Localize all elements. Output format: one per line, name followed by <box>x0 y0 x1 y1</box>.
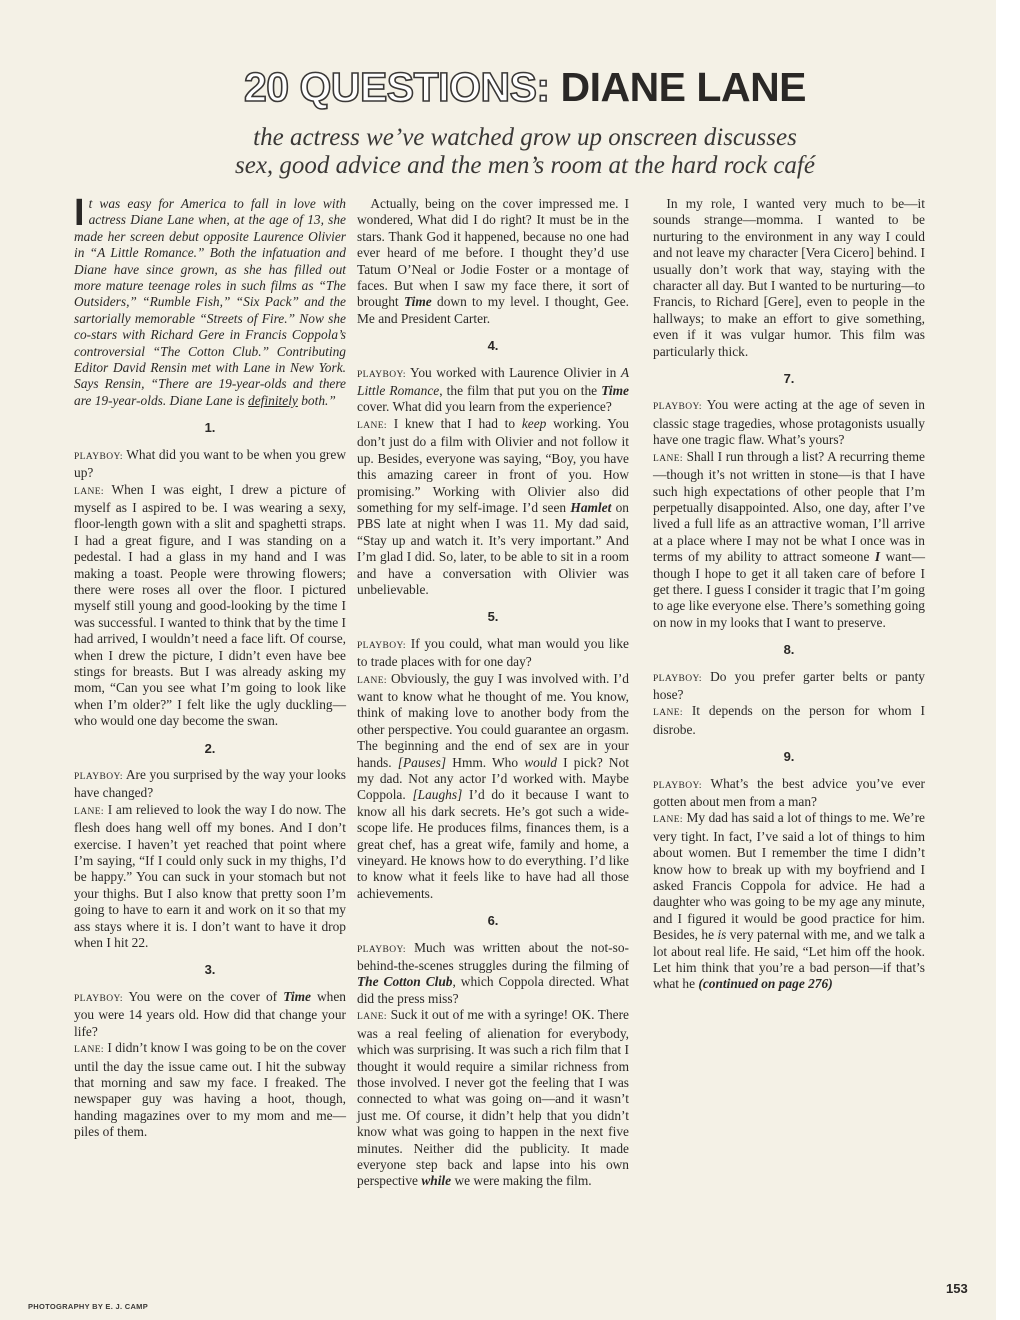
question-2 <box>74 767 346 802</box>
question-6 <box>357 940 629 1008</box>
answer-3-cont <box>357 196 629 327</box>
answer-6-para-2 <box>653 196 925 360</box>
speaker-lane: LANE: <box>74 1045 104 1056</box>
question-1 <box>74 447 346 482</box>
answer-text: Obviously, the guy I was involved with. I’d want to know what he thought of me. You know, think of making love to another body from the other perspective. You could guarantee an orgasm. The beginning and the end of sex are in your hands. <box>357 670 629 770</box>
speaker-playboy: PLAYBOY: <box>357 944 406 955</box>
answer-text: Suck it out of me with a syringe! OK. There was a real feeling of alienation for everybody, which was surprising. It was such a rich film that I thought it would require a similar richness from those involved. I never got the feeling that I was connected to what was going on—and it wasn’t just me. Of course, it didn’t help that you didn’t know what was going to happen in the next five minutes. Neither did the publicity. It made everyone step back and lapse into his own perspective <box>357 1007 629 1189</box>
speaker-playboy: PLAYBOY: <box>653 402 702 413</box>
question-number-1: 1. <box>204 420 216 436</box>
answer-text-mid-2: I pick? Not my dad. Not any actor I’d worked with. Maybe Coppola. <box>357 754 630 803</box>
question-number-6: 6. <box>487 913 499 929</box>
answer-1 <box>74 482 346 730</box>
column-1 <box>74 192 347 1141</box>
answer-text: I knew that I had to <box>393 415 522 431</box>
question-7 <box>653 397 925 448</box>
speaker-lane: LANE: <box>357 420 387 431</box>
intro-emphasis: definitely <box>248 392 298 408</box>
question-text-end: , which Coppola directed. What did the press miss? <box>357 974 629 1006</box>
answer-text: My dad has said a lot of things to me. We’re very tight. In fact, I’ve said a lot of things to him about women. But I remember the time I didn’t know how to break up with my boyfriend and I asked Francis Coppola for advice. He had a daughter who was going to be my age any minute, and I figured it would be good practice for him. Besides, he <box>653 810 925 943</box>
intro-paragraph <box>74 192 346 409</box>
question-number-7: 7. <box>783 371 795 387</box>
title-prefix: 20 QUESTIONS: <box>243 64 561 110</box>
answer-9 <box>653 810 925 992</box>
continued-note: (continued on page 276) <box>698 976 833 992</box>
question-text: Much was written about the not-so-behind-the-scenes struggles during the filming of <box>357 939 629 974</box>
question-number-9: 9. <box>783 749 795 765</box>
question-text-end: cover. What did you learn from the experience? <box>357 399 612 415</box>
speaker-playboy: PLAYBOY: <box>74 772 123 782</box>
answer-text-end: on PBS late at night when I was 11. My dad said, “Stay up and watch it. It’s very important.” And I’m glad I did. So, later, to be able to sit in a room and have a conversation with Olivier was unbelievable. <box>357 499 629 597</box>
answer-text-mid: Hmm. Who <box>446 754 525 770</box>
question-title-ref: Time <box>283 988 311 1004</box>
answer-text: I didn’t know I was going to be on the cover until the day the issue came out. I hit the subway that morning and saw my face. I freaked. The newspaper guy was having a hoot, though, handing magazines over to my mom and me—piles of them. <box>74 1040 346 1140</box>
speaker-lane: LANE: <box>653 815 683 826</box>
answer-5 <box>357 671 629 903</box>
answer-text-end: very paternal with me, and we talk a lot about real life. He said, “Let him off the hook. Let him think that you’re a bad person—if that’s what he <box>653 927 925 992</box>
speaker-lane: LANE: <box>357 675 387 686</box>
speaker-playboy: PLAYBOY: <box>74 451 123 462</box>
question-text: If you could, what man would you like to trade places with for one day? <box>357 635 629 670</box>
question-number-2: 2. <box>204 740 216 756</box>
answer-3 <box>74 1040 346 1140</box>
answer-8 <box>653 703 925 738</box>
answer-emphasis: would <box>524 754 557 770</box>
answer-6 <box>357 1007 629 1189</box>
question-8 <box>653 669 925 704</box>
column-3 <box>653 196 925 993</box>
question-number-4: 4. <box>487 338 499 354</box>
speaker-lane: LANE: <box>74 486 104 497</box>
speaker-playboy: PLAYBOY: <box>653 780 702 791</box>
speaker-playboy: PLAYBOY: <box>653 673 702 684</box>
speaker-playboy: PLAYBOY: <box>357 369 406 380</box>
subtitle-line-2: sex, good advice and the men’s room at the hard rock café <box>235 152 815 179</box>
stage-direction: [Pauses] <box>397 754 447 770</box>
question-text: What did you want to be when you grew up? <box>74 446 346 481</box>
answer-text: Shall I run through a list? A recurring theme—though it’s not written in stone—is that I have such high expectations of other people that I’m perpetually disappointed. Also, one day, after I’ve lived a full life as an attractive woman, I’ll arrive at a place where I may not be what I once was in terms of my ability to attract someone <box>653 448 925 565</box>
speaker-lane: LANE: <box>357 1012 387 1023</box>
speaker-lane: LANE: <box>74 806 104 817</box>
answer-title-ref: Time <box>403 294 432 310</box>
intro-text: t was easy for America to fall in love with actress Diane Lane when, at the age of 13, she made her screen debut opposite Laurence Olivier in “A Little Romance.” Both the infatuation and Diane have since grown, as she has filled out more mature teenage roles in such films as “The Outsiders,” “Rumble Fish,” “Six Pack” and the sartorially memorable “Streets of Fire.” Now she co-stars with Richard Gere in Francis Coppola’s controversial “The Cotton Club.” Contributing Editor David Rensin met with Lane in New York. Says Rensin, “There are 19-year-olds and there are 19-year-olds. Diane Lane is <box>74 196 346 408</box>
question-text-mid: , the film that put you on the <box>439 383 602 399</box>
question-film-ref: The Cotton Club <box>357 974 453 990</box>
question-text: Are you surprised by the way your looks have changed? <box>74 767 346 801</box>
speaker-playboy: PLAYBOY: <box>357 640 406 651</box>
answer-text: Actually, being on the cover impressed me. I wondered, What did I do right? It must be in the stars. Thank God it happened, because no one had ever heard of me before. I thought they’d use Tatum O’Neal or Jodie Foster or a montage of faces. But when I saw my face there, it sort of brought <box>357 196 629 310</box>
question-number-8: 8. <box>783 642 795 658</box>
drop-cap: I <box>74 192 85 234</box>
answer-emphasis: while <box>421 1173 452 1189</box>
answer-emphasis: I <box>874 549 881 565</box>
answer-2 <box>74 802 346 952</box>
answer-4 <box>357 416 629 598</box>
answer-text: In my role, I wanted very much to be—it sounds strange—momma. I wanted to be nurturing to the environment in any way I could and not leave my character [Vera Cicero] behind. I usually don’t work that way, staying with the character all day. But I wanted to be nurturing—to Francis, to Richard [Gere], even to people in the hallways; to make an effort to give something, even if it was vulgar humor. This film was particularly thick. <box>653 196 925 359</box>
article-subtitle <box>100 124 950 180</box>
answer-text: I am relieved to look the way I do now. The flesh does hang well off my bones. And I don’t exercise. I haven’t yet reached that point where I’m saying, “If I could only suck in my thighs, I’d be happy.” You can suck in your stomach but not your thighs. But I also know that pretty soon I’m going to have to earn it and work on it so that my ass stays where it is. I don’t want to have it drop when I hit 22. <box>74 801 346 951</box>
question-number-3: 3. <box>204 962 216 978</box>
answer-text-end: down to my level. I thought, Gee. Me and President Carter. <box>357 294 629 326</box>
article-title <box>60 64 990 111</box>
answer-emphasis: keep <box>521 415 547 431</box>
question-9 <box>653 776 925 811</box>
column-2 <box>357 196 629 1190</box>
photo-credit: PHOTOGRAPHY BY E. J. CAMP <box>28 1302 149 1311</box>
stage-direction-2: [Laughs] <box>412 787 463 803</box>
question-3 <box>74 989 346 1040</box>
title-name: DIANE LANE <box>560 64 807 110</box>
question-film-ref: A Little Romance <box>357 364 630 399</box>
answer-7 <box>653 449 925 631</box>
subtitle-line-1: the actress we’ve watched grow up onscreen discusses <box>253 124 797 151</box>
answer-text-end: want—though I hope to get it all taken care of before I get there. I guess I consider it tragic that I’m going to age like everyone else. There’s something going on now in my looks that I want to preserve. <box>653 549 925 630</box>
question-text: Do you prefer garter belts or panty hose? <box>653 668 925 702</box>
speaker-lane: LANE: <box>653 453 683 464</box>
speaker-lane: LANE: <box>653 708 683 719</box>
page-number: 153 <box>946 1281 968 1296</box>
speaker-playboy: PLAYBOY: <box>74 993 123 1004</box>
answer-emphasis: is <box>717 927 727 943</box>
question-text: You were acting at the age of seven in classic stage tragedies, whose protagonists usually have one tragic flaw. What’s yours? <box>653 397 925 448</box>
page-margin-edge <box>996 0 1020 1320</box>
question-text-end: when you were 14 years old. How did that change your life? <box>74 988 347 1039</box>
question-5 <box>357 636 629 671</box>
question-title-ref: Time <box>601 383 629 399</box>
question-4 <box>357 365 629 416</box>
question-text: You worked with Laurence Olivier in <box>409 364 621 380</box>
answer-title-ref: Hamlet <box>570 499 612 515</box>
question-text: What’s the best advice you’ve ever gotten about men from a man? <box>653 775 925 809</box>
answer-text: It depends on the person for whom I disrobe. <box>653 703 925 737</box>
question-text: You were on the cover of <box>128 988 284 1004</box>
intro-text-end: both.” <box>297 392 336 408</box>
answer-text-end: I’d do it because I want to know all his dark secrets. He’s got such a wide-scope life. He produces films, finances them, is a great chef, has a great wife, family and home, a vineyard. He knows how to do everything. I’d like to know what it feels like to have had all those achievements. <box>357 787 629 901</box>
question-number-5: 5. <box>487 609 499 625</box>
answer-text-mid: working. You don’t just do a film with Olivier and not follow it up. Besides, everyone was saying, “Boy, you have this amazing career in front of you. How promising.” Working with Olivier also did something for my self-image. I’d seen <box>357 415 629 515</box>
answer-text-end: we were making the film. <box>451 1173 592 1189</box>
answer-text: When I was eight, I drew a picture of myself as I aspired to be. I was wearing a sexy, floor-length gown with a slit and spaghetti straps. I had a great figure, and I was standing on a pedestal. I had a glass in my hand and I was making a toast. People were throwing flowers; there were roses all over the floor. I pictured myself still young and good-looking by the time I was successful. I wanted to think that by the time I had arrived, I wouldn’t need a face lift. Of course, when I drew the picture, I didn’t even have bee stings for breasts. But I was already asking my mom, “Can you see what I’m going to look like when I’m older?” I felt like the ugly duckling—who would one day become the swan. <box>74 481 346 729</box>
